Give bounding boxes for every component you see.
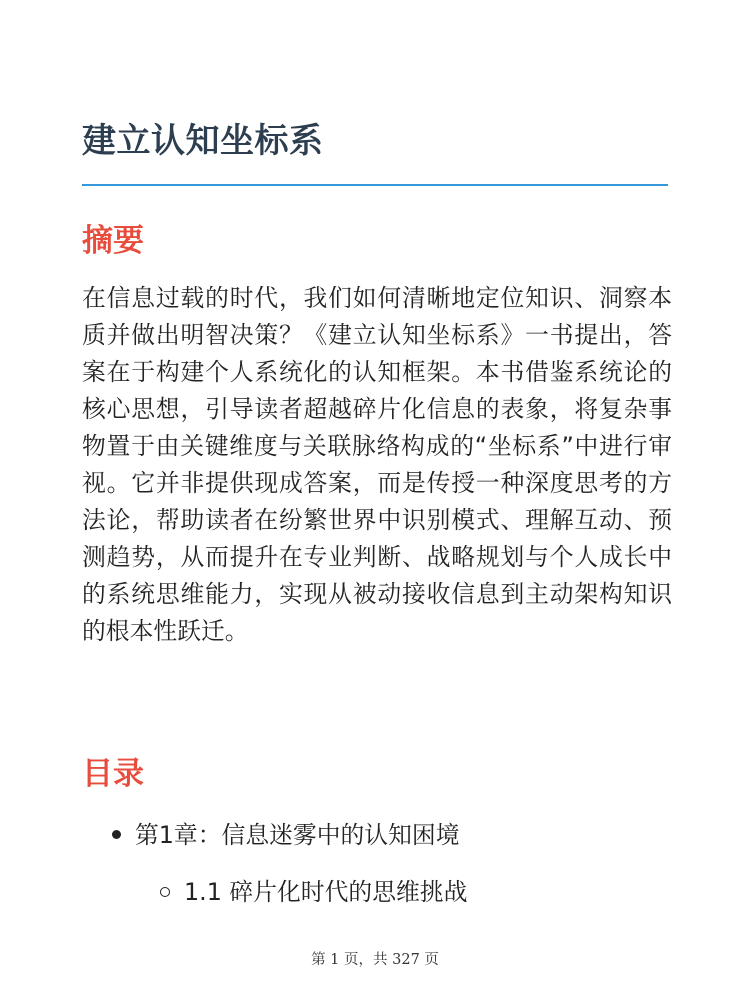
- toc-heading: 目录: [82, 756, 144, 792]
- page-number-footer: 第 1 页，共 327 页: [311, 952, 439, 968]
- toc-item-label: 第1章：信息迷雾中的认知困境: [135, 821, 460, 849]
- abstract-paragraph: 在信息过载的时代，我们如何清晰地定位知识、洞察本质并做出明智决策？《建立认知坐标系》一书提出，答案在于构建个人系统化的认知框架。本书借鉴系统论的核心思想，引导读者超越碎片化信息的表象，将复杂事物置于由关键维度与关联脉络构成的“坐标系”中进行审视。它并非提供现成答案，而是传授一种深度思考的方法论，帮助读者在纷繁世界中识别模式、理解互动、预测趋势，从而提升在专业判断、战略规划与个人成长中的系统思维能力，实现从被动接收信息到主动架构知识的根本性跃迁。: [82, 284, 672, 645]
- abstract-heading: 摘要: [82, 223, 144, 259]
- bullet-circle-icon: [160, 887, 170, 897]
- toc-item-label: 1.1 碎片化时代的思维挑战: [184, 878, 468, 906]
- toc-item-section-1-1[interactable]: [160, 874, 467, 910]
- bullet-disc-icon: [112, 830, 121, 839]
- title-divider: [82, 184, 668, 186]
- toc-item-chapter-1[interactable]: [112, 817, 460, 853]
- document-title: 建立认知坐标系: [82, 121, 324, 161]
